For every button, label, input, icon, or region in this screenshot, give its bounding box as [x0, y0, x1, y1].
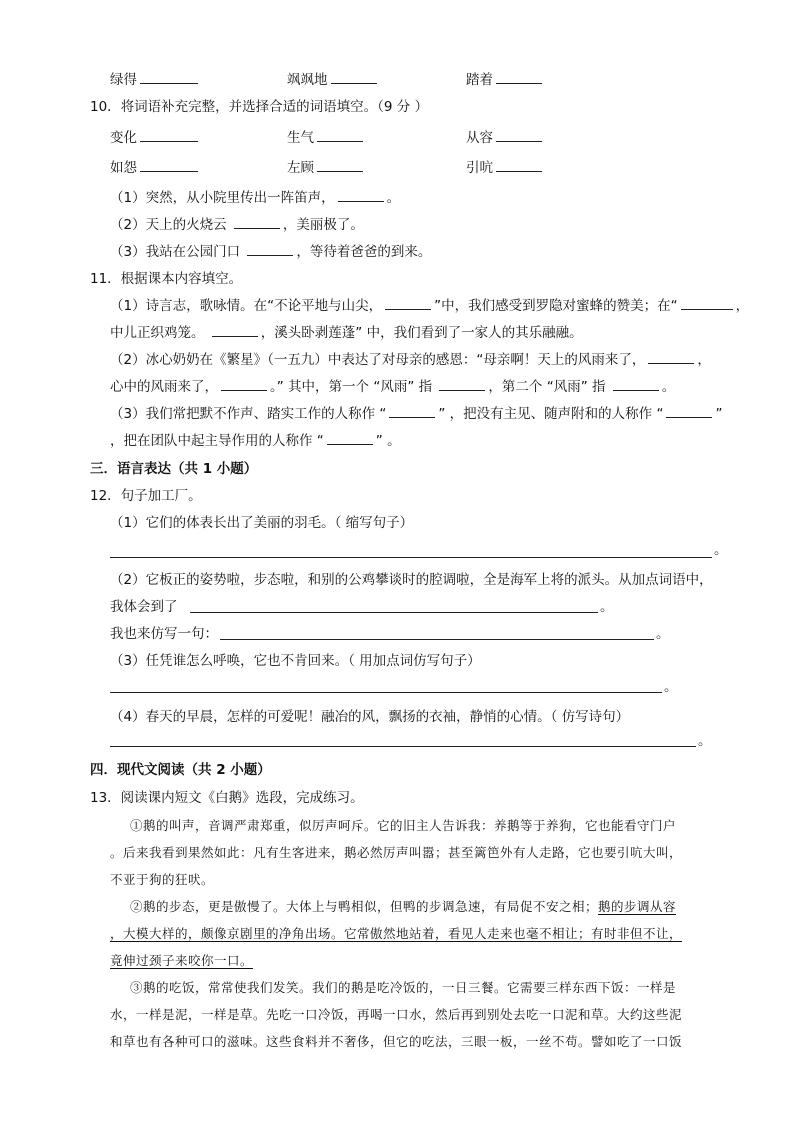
answer-line[interactable] — [220, 639, 654, 640]
word-item: 生气 — [287, 128, 366, 148]
sentence: （1）突然，从小院里传出一阵笛声， 。 — [110, 190, 401, 206]
passage-line: 和草也有各种可口的滋味。这些食料并不奢侈，但它的吃法，三眼一板，一丝不苟。譬如吃了一口饭 — [110, 1034, 683, 1049]
answer-blank[interactable] — [496, 158, 542, 172]
passage-line: 水，一样是泥，一样是草。先吃一口冷饭，再喝一口水，然后再到别处去吃一口泥和草。大约这些泥 — [110, 1007, 683, 1022]
sentence: （2）它板正的姿势啦，步态啦，和别的公鸡攀谈时的腔调啦，全是海军上将的派头。从加点词语中， — [110, 572, 713, 588]
answer-blank[interactable] — [317, 128, 363, 142]
word-item: 左顾 — [287, 158, 366, 178]
answer-line[interactable] — [110, 746, 696, 747]
answer-blank[interactable] — [439, 377, 485, 391]
passage-line-underlined: 竟伸过颈子来咬你一口。 — [110, 953, 254, 968]
passage-line-underlined: ，大模大样的，颇像京剧里的净角出场。它常傲然地站着，看见人走来也毫不相让；有时非但不让， — [110, 926, 683, 941]
sentence: （2）天上的火烧云 ，美丽极了。 — [110, 217, 364, 233]
sentence: 我也来仿写一句： — [110, 626, 218, 642]
answer-blank[interactable] — [234, 215, 280, 229]
answer-blank[interactable] — [666, 404, 712, 418]
period: 。 — [714, 542, 728, 558]
word-item: 变化 — [110, 128, 201, 148]
period: 。 — [698, 733, 712, 749]
word-item: 踏着 — [466, 70, 545, 90]
answer-line[interactable] — [110, 692, 662, 693]
passage-line: ③鹅的吃饭，常常使我们发笑。我们的鹅是吃冷饭的，一日三餐。它需要三样东西下饭：一样是 — [130, 980, 677, 995]
sentence: 心中的风雨来了， 。” 其中，第一个 “风雨” 指 ，第二个 “风雨” 指 。 — [110, 379, 676, 395]
word-item: 如怨 — [110, 158, 201, 178]
sentence: （4）春天的早晨，怎样的可爱呢！融冶的风，飘扬的衣袖，静悄的心情。（ 仿写诗句） — [110, 709, 630, 725]
sentence: （3）任凭谁怎么呼唤，它也不肯回来。（ 用加点词仿写句子） — [110, 653, 481, 669]
passage-line: ②鹅的步态，更是傲慢了。大体上与鸭相似，但鸭的步调急速，有局促不安之相；鹅的步调从容 — [130, 899, 677, 914]
sentence: （2）冰心奶奶在《繁星》（一五九）中表达了对母亲的感恩：“母亲啊！天上的风雨来了， ， — [110, 352, 711, 368]
sentence: （3）我站在公园门口 ，等待着爸爸的到来。 — [110, 244, 432, 260]
answer-blank[interactable] — [496, 128, 542, 142]
answer-blank[interactable] — [327, 431, 373, 445]
answer-blank[interactable] — [389, 404, 435, 418]
word-item: 引吭 — [466, 158, 545, 178]
sentence: 我体会到了 — [110, 599, 178, 615]
underlined-text: 鹅的步调从容 — [598, 899, 677, 914]
answer-blank[interactable] — [613, 377, 659, 391]
question-12-title: 12．句子加工厂。 — [90, 488, 202, 504]
passage-line: ①鹅的叫声，音调严肃郑重，似厉声呵斥。它的旧主人告诉我：养鹅等于养狗，它也能看守门户 — [130, 818, 677, 833]
answer-blank[interactable] — [140, 70, 198, 84]
answer-blank[interactable] — [317, 158, 363, 172]
answer-blank[interactable] — [212, 323, 258, 337]
word-item: 飒飒地 — [287, 70, 380, 90]
answer-blank[interactable] — [140, 158, 198, 172]
answer-blank[interactable] — [338, 188, 384, 202]
period: 。 — [656, 626, 670, 642]
answer-line[interactable] — [190, 612, 598, 613]
question-13-title: 13．阅读课内短文《白鹅》选段，完成练习。 — [90, 790, 364, 806]
answer-blank[interactable] — [247, 242, 293, 256]
word-item: 从容 — [466, 128, 545, 148]
answer-blank[interactable] — [496, 70, 542, 84]
answer-blank[interactable] — [331, 70, 377, 84]
section-3-heading: 三．语言表达（共 1 小题） — [90, 461, 258, 477]
section-4-heading: 四．现代文阅读（共 2 小题） — [90, 762, 271, 778]
sentence: （1）它们的体表长出了美丽的羽毛。（ 缩写句子） — [110, 515, 414, 531]
answer-blank[interactable] — [681, 296, 733, 310]
question-11-title: 11．根据课本内容填空。 — [90, 271, 243, 287]
answer-blank[interactable] — [140, 128, 198, 142]
answer-line[interactable] — [110, 557, 712, 558]
word-item: 绿得 — [110, 70, 201, 90]
sentence: （3）我们常把默不作声、踏实工作的人称作 “ ” ，把没有主见、随声附和的人称作 “ ” — [110, 406, 723, 422]
answer-blank[interactable] — [221, 377, 267, 391]
question-10-title: 10．将词语补充完整，并选择合适的词语填空。（9 分 ） — [90, 99, 429, 115]
sentence: 中儿正织鸡笼。 ，溪头卧剥莲蓬” 中，我们看到了一家人的其乐融融。 — [110, 325, 583, 341]
sentence: ，把在团队中起主导作用的人称作 “ ” 。 — [110, 433, 401, 449]
period: 。 — [600, 599, 614, 615]
answer-blank[interactable] — [648, 350, 694, 364]
answer-blank[interactable] — [385, 296, 431, 310]
sentence: （1）诗言志，歌咏情。在“不论平地与山尖， ”中，我们感受到罗隐对蜜蜂的赞美；在“ ， — [110, 298, 750, 314]
period: 。 — [664, 679, 678, 695]
passage-line: 不亚于狗的狂吠。 — [110, 872, 215, 887]
passage-line: 。后来我看到果然如此：凡有生客进来，鹅必然厉声叫嚣；甚至篱笆外有人走路，它也要引吭大叫， — [110, 845, 683, 860]
